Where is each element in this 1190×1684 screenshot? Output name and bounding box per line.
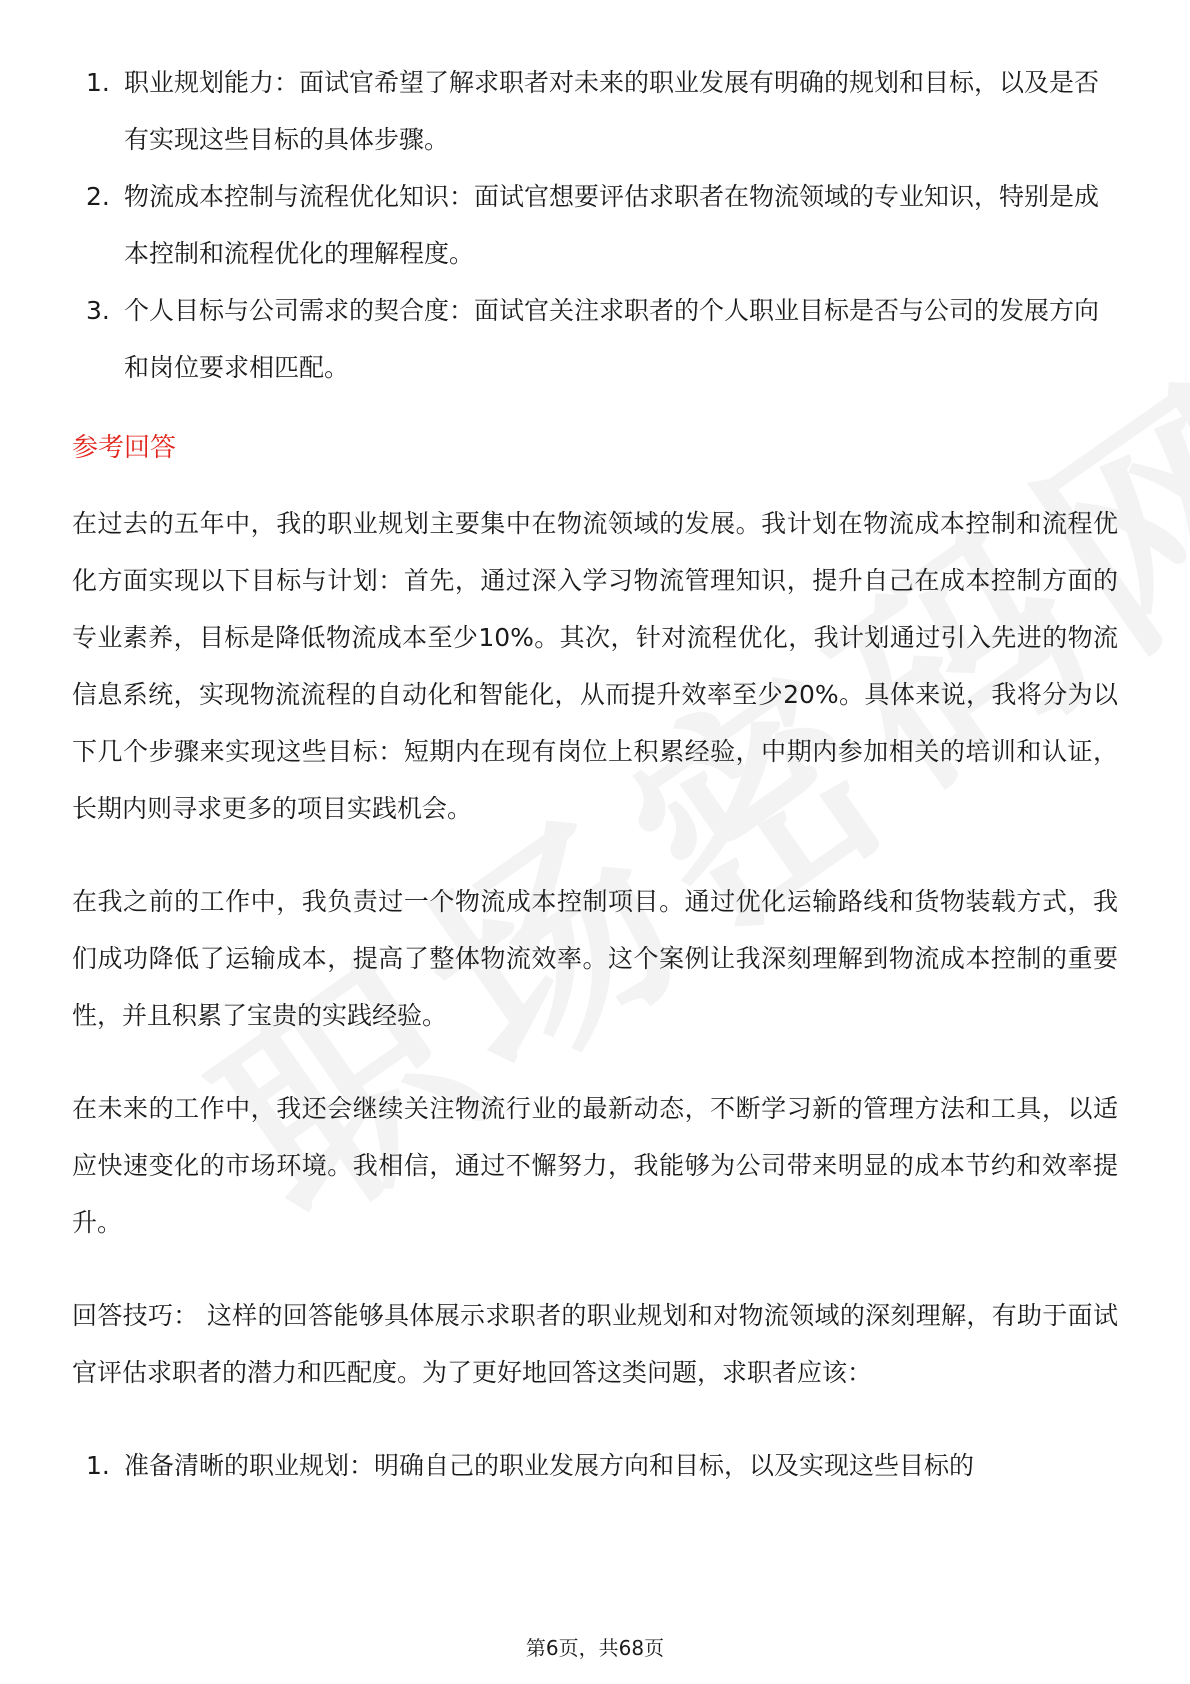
- tips-list: [72, 1437, 1118, 1494]
- list-item-text: 个人目标与公司需求的契合度：面试官关注求职者的个人职业目标是否与公司的发展方向和岗位要求相匹配。: [124, 296, 1100, 382]
- intro-list: [72, 54, 1118, 396]
- list-item-number: 1.: [86, 68, 110, 97]
- list-item: [72, 282, 1118, 396]
- list-item: [72, 1437, 1118, 1494]
- paragraph: 在过去的五年中，我的职业规划主要集中在物流领域的发展。我计划在物流成本控制和流程优化方面实现以下目标与计划：首先，通过深入学习物流管理知识，提升自己在成本控制方面的专业素养，目标是降低物流成本至少10%。其次，针对流程优化，我计划通过引入先进的物流信息系统，实现物流流程的自动化和智能化，从而提升效率至少20%。具体来说，我将分为以下几个步骤来实现这些目标：短期内在现有岗位上积累经验，中期内参加相关的培训和认证，长期内则寻求更多的项目实践机会。: [72, 509, 1118, 823]
- paragraph: 在我之前的工作中，我负责过一个物流成本控制项目。通过优化运输路线和货物装载方式，我们成功降低了运输成本，提高了整体物流效率。这个案例让我深刻理解到物流成本控制的重要性，并且积累了宝贵的实践经验。: [72, 887, 1118, 1030]
- list-item-text: 准备清晰的职业规划：明确自己的职业发展方向和目标，以及实现这些目标的: [124, 1451, 975, 1480]
- list-item-number: 3.: [86, 296, 110, 325]
- list-item: [72, 54, 1118, 168]
- list-item-number: 2.: [86, 182, 110, 211]
- list-item-text: 物流成本控制与流程优化知识：面试官想要评估求职者在物流领域的专业知识，特别是成本控制和流程优化的理解程度。: [124, 182, 1100, 268]
- list-item-text: 职业规划能力：面试官希望了解求职者对未来的职业发展有明确的规划和目标，以及是否有实现这些目标的具体步骤。: [124, 68, 1100, 154]
- section-heading: 参考回答: [72, 433, 177, 463]
- paragraph: 在未来的工作中，我还会继续关注物流行业的最新动态，不断学习新的管理方法和工具，以适应快速变化的市场环境。我相信，通过不懈努力，我能够为公司带来明显的成本节约和效率提升。: [72, 1094, 1118, 1237]
- paragraph: 回答技巧： 这样的回答能够具体展示求职者的职业规划和对物流领域的深刻理解，有助于面试官评估求职者的潜力和匹配度。为了更好地回答这类问题，求职者应该：: [72, 1301, 1118, 1387]
- page-number-footer: 第6页，共68页: [525, 1636, 665, 1660]
- document-body: [72, 54, 1118, 1494]
- list-item-number: 1.: [86, 1451, 110, 1480]
- list-item: [72, 168, 1118, 282]
